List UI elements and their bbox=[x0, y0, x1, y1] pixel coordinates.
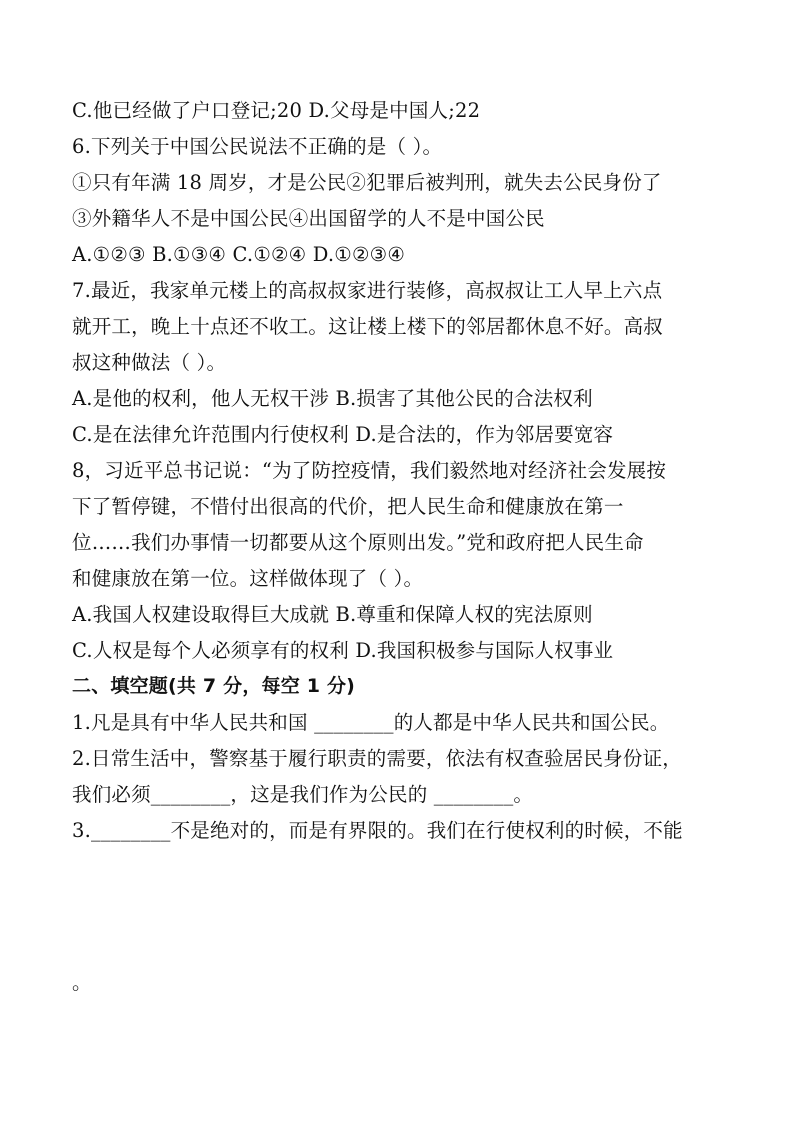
question-8-stem: 和健康放在第一位。这样做体现了（ ）。 bbox=[72, 567, 424, 590]
question-8-stem: 8，习近平总书记说：“为了防控疫情，我们毅然地对经济社会发展按 bbox=[72, 459, 667, 482]
question-6-statements: ①只有年满 18 周岁，才是公民②犯罪后被判刑，就失去公民身份了 bbox=[72, 171, 662, 194]
question-7-stem: 叔这种做法（ ）。 bbox=[72, 351, 227, 374]
question-7-options: C.是在法律允许范围内行使权利 D.是合法的，作为邻居要宽容 bbox=[72, 423, 614, 446]
question-8-stem: 下了暂停键，不惜付出很高的代价，把人民生命和健康放在第一 bbox=[72, 495, 624, 518]
fill-blank-3: 3.________不是绝对的，而是有界限的。我们在行使权利的时候，不能 bbox=[72, 819, 683, 842]
question-7-stem: 7.最近，我家单元楼上的高叔叔家进行装修，高叔叔让工人早上六点 bbox=[72, 279, 663, 302]
question-8-stem: 位……我们办事情一切都要从这个原则出发。”党和政府把人民生命 bbox=[72, 531, 644, 554]
trailing-period: 。 bbox=[72, 971, 92, 994]
question-8-options: A.我国人权建设取得巨大成就 B.尊重和保障人权的宪法原则 bbox=[72, 603, 593, 626]
fill-blank-2: 我们必须________，这是我们作为公民的 ________。 bbox=[72, 783, 534, 806]
fill-blank-2: 2.日常生活中，警察基于履行职责的需要，依法有权查验居民身份证， bbox=[72, 747, 683, 770]
question-7-options: A.是他的权利，他人无权干涉 B.损害了其他公民的合法权利 bbox=[72, 387, 593, 410]
fill-blank-1: 1.凡是具有中华人民共和国 ________的人都是中华人民共和国公民。 bbox=[72, 711, 670, 734]
option-line: C.他已经做了户口登记;20 D.父母是中国人;22 bbox=[72, 99, 481, 122]
section-heading: 二、填空题(共 7 分，每空 1 分) bbox=[72, 675, 356, 697]
question-8-options: C.人权是每个人必须享有的权利 D.我国积极参与国际人权事业 bbox=[72, 639, 614, 662]
document-page bbox=[72, 96, 742, 852]
question-6-stem: 6.下列关于中国公民说法不正确的是（ ）。 bbox=[72, 135, 443, 158]
question-7-stem: 就开工，晚上十点还不收工。这让楼上楼下的邻居都休息不好。高叔 bbox=[72, 315, 664, 338]
question-6-options: A.①②③ B.①③④ C.①②④ D.①②③④ bbox=[72, 243, 406, 266]
question-6-statements: ③外籍华人不是中国公民④出国留学的人不是中国公民 bbox=[72, 207, 545, 230]
